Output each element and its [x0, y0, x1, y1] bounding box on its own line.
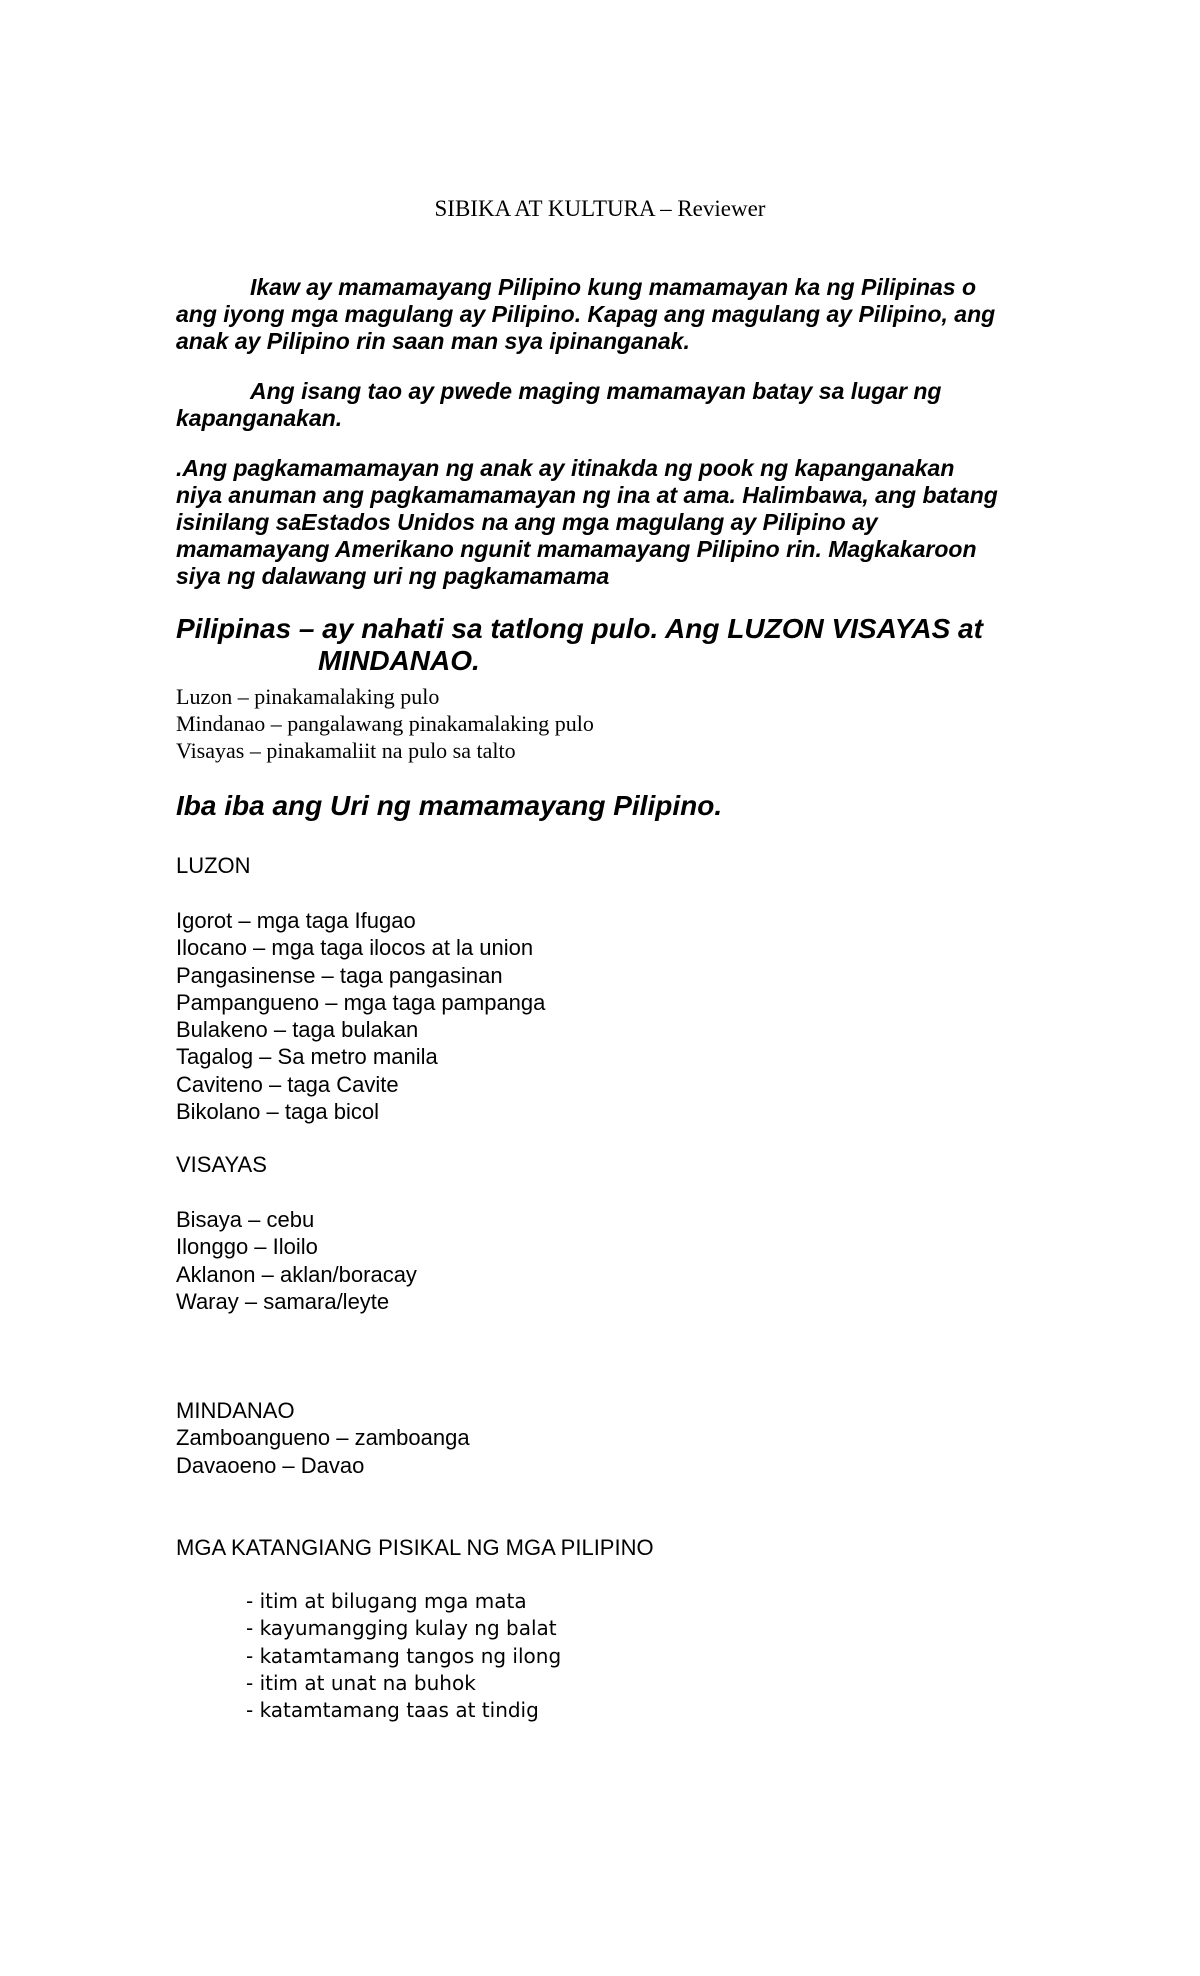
list-item: Davaoeno – Davao	[176, 1452, 365, 1478]
visayas-list	[176, 1206, 417, 1315]
section-label-mindanao: MINDANAO	[176, 1398, 295, 1423]
list-item: - kayumangging kulay ng balat	[246, 1616, 557, 1641]
heading-uri: Iba iba ang Uri ng mamamayang Pilipino.	[176, 790, 723, 821]
list-item: Waray – samara/leyte	[176, 1288, 390, 1314]
list-item: Igorot – mga taga Ifugao	[176, 908, 416, 933]
list-item: Tagalog – Sa metro manila	[176, 1044, 438, 1070]
list-item: Ilocano – mga taga ilocos at la union	[176, 935, 534, 961]
para3-line: isinilang saEstados Unidos na ang mga magulang ay Pilipino ay	[176, 509, 878, 535]
luzon-list	[176, 907, 545, 1125]
para3-line: .Ang pagkamamamayan ng anak ay itinakda ng pook ng kapanganakan	[176, 455, 955, 481]
para1-line: Ikaw ay mamamayang Pilipino kung mamamayan ka ng Pilipinas o	[250, 274, 977, 300]
island-line: Mindanao – pangalawang pinakamalaking pulo	[176, 711, 594, 736]
list-item: Pangasinense – taga pangasinan	[176, 962, 503, 988]
list-item: Bisaya – cebu	[176, 1207, 315, 1232]
para1-line: ang iyong mga magulang ay Pilipino. Kapag ang magulang ay Pilipino, ang	[176, 301, 996, 327]
list-item: Pampangueno – mga taga pampanga	[176, 989, 546, 1015]
list-item: Bikolano – taga bicol	[176, 1099, 380, 1125]
list-item: - itim at unat na buhok	[246, 1670, 476, 1695]
para3-line: siya ng dalawang uri ng pagkamamama	[176, 563, 610, 589]
section-label-luzon: LUZON	[176, 853, 251, 878]
island-line: Visayas – pinakamaliit na pulo sa talto	[176, 738, 516, 763]
para2-line: kapanganakan.	[176, 405, 343, 431]
katangian-list	[246, 1588, 561, 1724]
list-item: Bulakeno – taga bulakan	[176, 1017, 419, 1043]
list-item: Ilonggo – Iloilo	[176, 1234, 318, 1260]
list-item: - katamtamang tangos ng ilong	[246, 1643, 562, 1668]
mindanao-section	[176, 1397, 470, 1479]
para3-line: niya anuman ang pagkamamamayan ng ina at ama. Halimbawa, ang batang	[176, 482, 998, 508]
heading-pilipinas: Pilipinas – ay nahati sa tatlong pulo. Ang LUZON VISAYAS at	[176, 613, 983, 644]
island-line: Luzon – pinakamalaking pulo	[176, 684, 440, 709]
para1-line: anak ay Pilipino rin saan man sya ipinanganak.	[176, 328, 690, 354]
list-item: Aklanon – aklan/boracay	[176, 1261, 417, 1287]
para2-line: Ang isang tao ay pwede maging mamamayan batay sa lugar ng	[250, 378, 942, 404]
para3-line: mamamayang Amerikano ngunit mamamayang Pilipino rin. Magkakaroon	[176, 536, 977, 562]
list-item: Caviteno – taga Cavite	[176, 1071, 399, 1097]
section-label-visayas: VISAYAS	[176, 1152, 267, 1177]
list-item: - itim at bilugang mga mata	[246, 1589, 527, 1613]
list-item: - katamtamang taas at tindig	[246, 1698, 539, 1723]
heading-pilipinas-cont: MINDANAO.	[318, 645, 480, 676]
list-item: Zamboangueno – zamboanga	[176, 1425, 470, 1451]
section-label-katangian: MGA KATANGIANG PISIKAL NG MGA PILIPINO	[176, 1535, 654, 1560]
document-title: SIBIKA AT KULTURA – Reviewer	[434, 196, 766, 221]
